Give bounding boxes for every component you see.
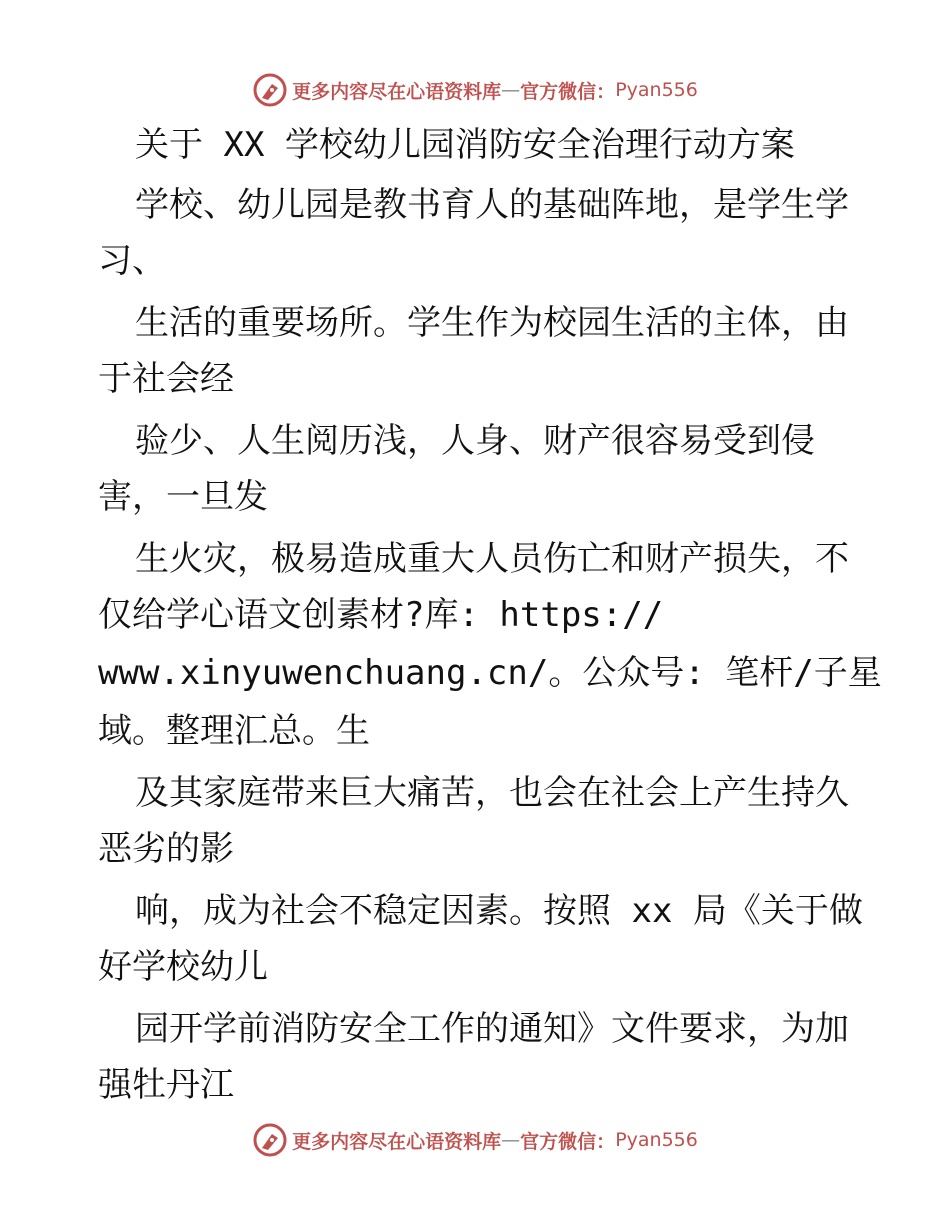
paragraph-line: 害，一旦发 [98,477,268,517]
paragraph-line: www.xinyuwenchuang.cn/。公众号: 笔杆/子星 [98,653,882,693]
paragraph-line: 及其家庭带来巨大痛苦，也会在社会上产生持久 [135,773,849,813]
footer-separator: — [501,1129,521,1151]
paragraph-line: 好学校幼儿 [98,947,268,987]
header-wechat-id: Pyan556 [615,79,698,101]
paragraph-line: 于社会经 [98,359,234,399]
paragraph-line: 学校、幼儿园是教书育人的基础阵地，是学生学 [135,185,849,225]
footer-brand-text: 更多内容尽在心语资料库 [292,1130,502,1153]
paragraph-line: 生火灾，极易造成重大人员伤亡和财产损失，不 [135,539,849,579]
header-banner [0,70,950,110]
document-title: 关于 XX 学校幼儿园消防安全治理行动方案 [135,125,795,165]
paragraph-line: 习、 [98,241,166,281]
paragraph-line: 仅给学心语文创素材?库: https:// [98,595,664,635]
footer-banner [0,1120,950,1160]
footer-wechat-id: Pyan556 [615,1129,698,1151]
paragraph-line: 恶劣的影 [98,829,234,869]
header-wechat-label: 官方微信： [520,80,616,103]
paragraph-line: 强牡丹江 [98,1065,234,1105]
header-brand-text: 更多内容尽在心语资料库 [292,80,502,103]
paragraph-line: 生活的重要场所。学生作为校园生活的主体，由 [135,303,849,343]
paragraph-line: 园开学前消防安全工作的通知》文件要求，为加 [135,1009,849,1049]
header-separator: — [501,79,521,101]
paragraph-line: 响，成为社会不稳定因素。按照 xx 局《关于做 [135,891,863,931]
paragraph-line: 验少、人生阅历浅，人身、财产很容易受到侵 [135,421,815,461]
footer-wechat-label: 官方微信： [520,1130,616,1153]
paragraph-line: 域。整理汇总。生 [98,711,370,751]
pen-nib-icon [252,1122,288,1158]
pen-nib-icon [252,72,288,108]
